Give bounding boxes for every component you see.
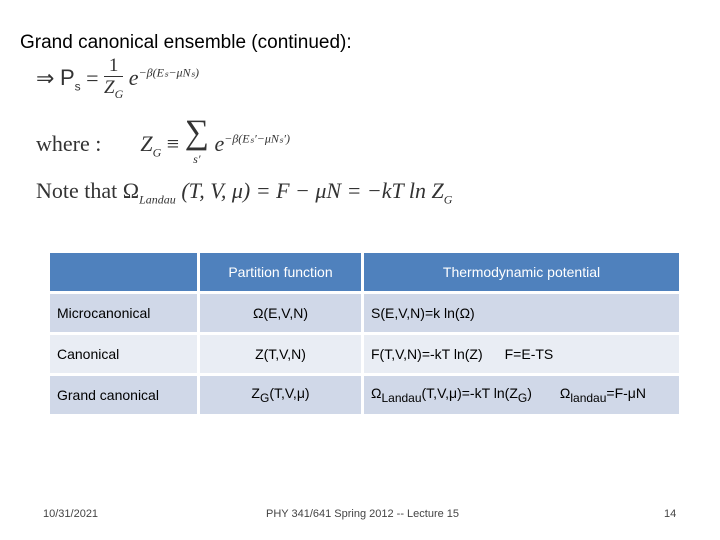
summation: [184, 114, 209, 172]
page-number: 14: [664, 508, 677, 520]
ensemble-name: Canonical: [50, 335, 197, 373]
fraction: [104, 56, 123, 105]
ensemble-name: Microcanonical: [50, 294, 197, 332]
partition-sum-equation: [36, 114, 290, 172]
partition-function-cell: $Z_G(T,V,\mu)$: [200, 376, 361, 414]
footer-course: PHY 341/641 Spring 2012 -- Lecture 15: [266, 508, 460, 520]
potential-expression: $\Omega_{Landau}(T,V,\mu)=-kT$ $\ln(Z_G)$: [371, 385, 532, 405]
header-partition-function: Partition function: [200, 253, 361, 291]
landau-rhs: = F − μN = −kT $\ln Z_G$: [255, 178, 453, 207]
potential-cell: [364, 335, 679, 373]
exponential: $e^{-\beta(E_s'-\mu N_s')}$: [214, 131, 290, 157]
potential-cell: [364, 376, 679, 414]
sum-symbol: ∑: [184, 114, 209, 151]
equivalence-sign: ≡: [166, 131, 180, 157]
fraction-numerator: 1: [104, 56, 123, 77]
table-row: [50, 335, 679, 373]
landau-potential-equation: [36, 178, 452, 207]
zg-symbol: $Z_G$: [140, 131, 162, 160]
equals-sign: =: [86, 65, 99, 91]
slide-title: Grand canonical ensemble (continued):: [20, 32, 352, 53]
header-cell-empty: [50, 253, 197, 291]
exponential: $e^{-\beta(E_s-\mu N_s)}$: [128, 65, 200, 91]
potential-relation: F=E-TS: [504, 346, 554, 362]
table-row: [50, 294, 679, 332]
ps-symbol: $P_s$: [59, 65, 81, 94]
potential-relation: $\Omega_{landau}=F-\mu N$: [559, 385, 646, 405]
potential-expression: F(T,V,N)=-kT ln(Z): [371, 346, 483, 362]
probability-equation: [36, 56, 199, 105]
potential-expression: S(E,V,N)=k ln(Ω): [371, 305, 475, 321]
table-header-row: [50, 253, 679, 291]
sum-index: s′: [193, 152, 201, 166]
implies-arrow: ⇒: [36, 65, 55, 91]
ensemble-table: [47, 250, 682, 417]
fraction-denominator: $Z_G$: [104, 77, 124, 101]
footer-date: 10/31/2021: [43, 508, 99, 520]
where-label: where :: [36, 131, 102, 157]
table-row: [50, 376, 679, 414]
omega-landau: $\Omega_{Landau}$: [122, 178, 176, 207]
potential-cell: [364, 294, 679, 332]
landau-arguments: (T, V, μ): [181, 178, 251, 203]
partition-function-cell: Ω(E,V,N): [200, 294, 361, 332]
note-label: Note that: [36, 178, 118, 203]
ensemble-name: Grand canonical: [50, 376, 197, 414]
header-thermodynamic-potential: Thermodynamic potential: [364, 253, 679, 291]
partition-function-cell: Z(T,V,N): [200, 335, 361, 373]
